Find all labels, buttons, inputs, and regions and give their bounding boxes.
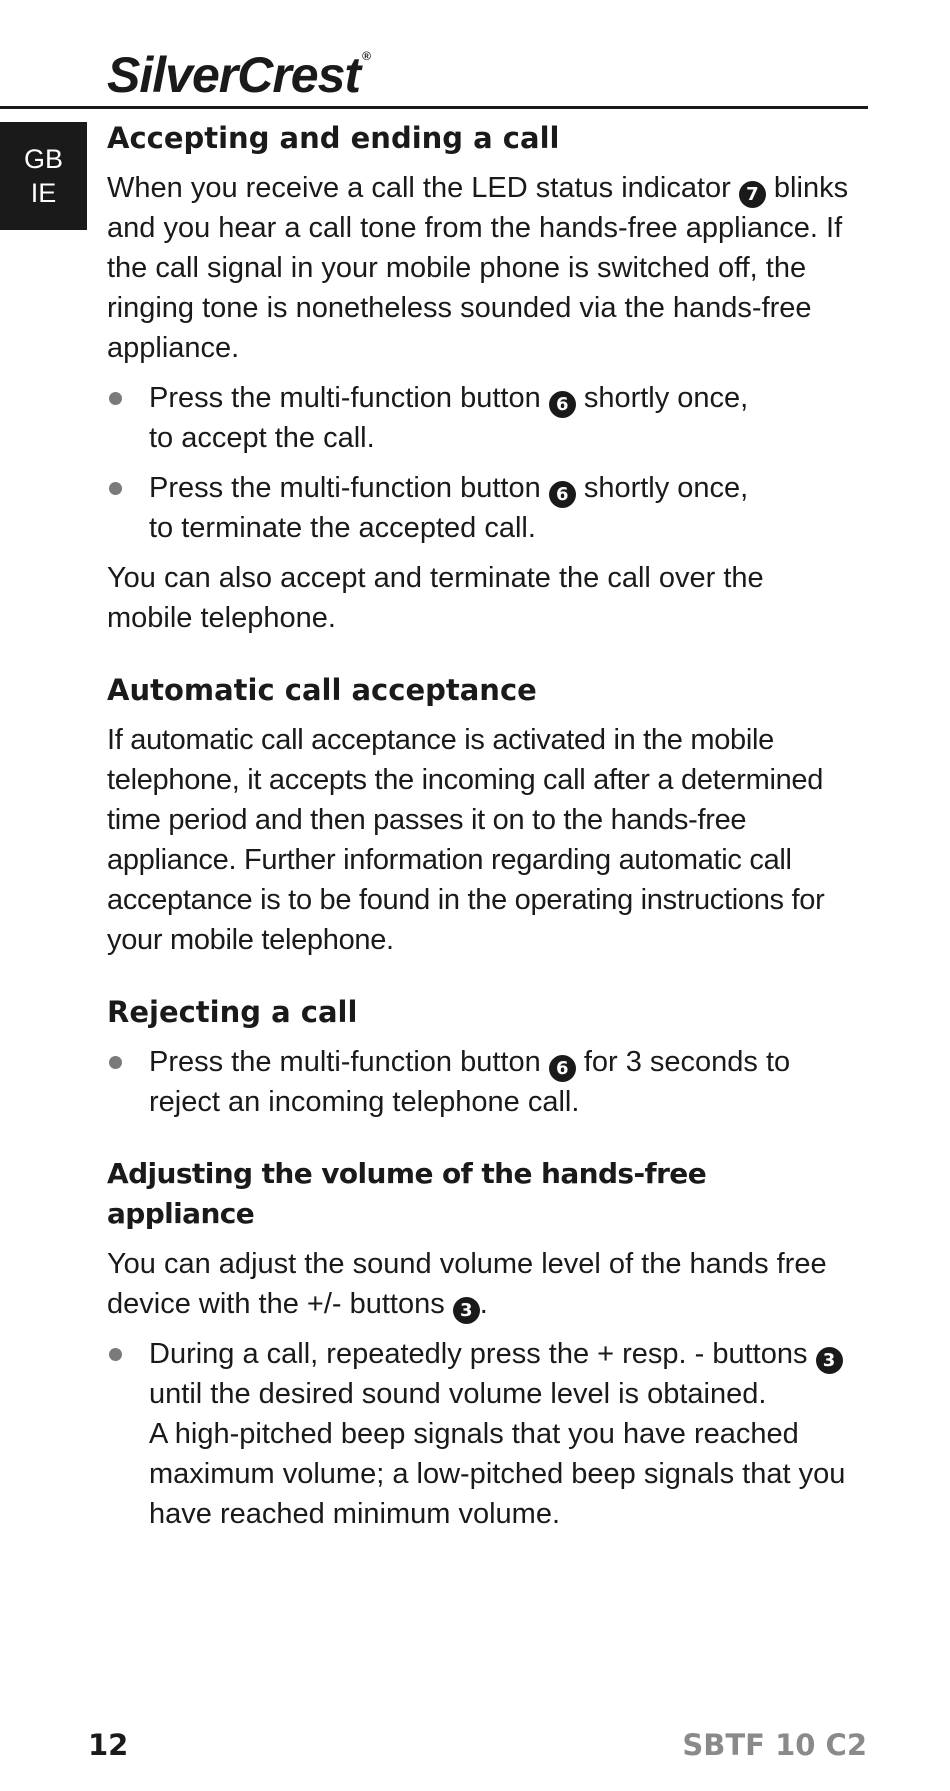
language-code-gb: GB <box>23 144 63 174</box>
heading-accepting: Accepting and ending a call <box>107 121 560 155</box>
header-divider <box>0 106 868 109</box>
language-code-ie: IE <box>30 178 57 208</box>
bullet-icon <box>109 1348 122 1361</box>
bullet-icon <box>109 1056 122 1069</box>
ref-number-6-icon: 6 <box>549 1055 576 1082</box>
brand-registered: ® <box>362 49 370 63</box>
list-item: Press the multi-function button 6 for 3 seconds to reject an incoming telephone call. <box>107 1042 852 1122</box>
heading-volume: Adjusting the volume of the hands-free appliance <box>107 1157 707 1230</box>
accepting-intro: When you receive a call the LED status indicator 7 blinks and you hear a call tone from the hands-free appliance. If the call signal in your mobile phone is switched off, the ringing tone is nonetheless sounded via the hands-free appliance. <box>107 172 849 364</box>
page-number: 12 <box>88 1728 129 1762</box>
bullet-icon <box>109 392 122 405</box>
volume-body: You can adjust the sound volume level of the hands free device with the +/- buttons 3 . <box>107 1244 852 1324</box>
section-volume <box>107 1154 852 1534</box>
ref-number-3-icon: 3 <box>453 1297 480 1324</box>
page-content <box>107 118 852 1534</box>
list-item: Press the multi-function button 6 shortly once, to terminate the accepted call. <box>107 468 852 548</box>
ref-number-3-icon: 3 <box>816 1347 843 1374</box>
volume-steps <box>107 1334 852 1534</box>
accepting-steps <box>107 378 852 548</box>
brand-silver: Silver <box>107 47 238 103</box>
automatic-body: If automatic call acceptance is activated in the mobile telephone, it accepts the incoming call after a determined time period and then passes it on to the hands-free appliance. Further information regarding automatic call acceptance is to be found in the operating instructions for your mobile telephone. <box>107 724 825 956</box>
ref-number-6-icon: 6 <box>549 391 576 418</box>
heading-automatic: Automatic call acceptance <box>107 673 537 707</box>
ref-number-7-icon: 7 <box>739 181 766 208</box>
rejecting-steps <box>107 1042 852 1122</box>
list-item: Press the multi-function button 6 shortly once, to accept the call. <box>107 378 852 458</box>
section-rejecting <box>107 992 852 1122</box>
section-automatic <box>107 670 852 960</box>
language-tab <box>0 122 87 230</box>
model-number: SBTF 10 C2 <box>682 1728 867 1762</box>
brand-crest: Crest <box>237 47 361 103</box>
accepting-outro: You can also accept and terminate the call over the mobile telephone. <box>107 562 764 634</box>
list-item: During a call, repeatedly press the + resp. - buttons 3 until the desired sound volume level is obtained. A high-pitched beep signals that you have reached maximum volume; a low-pitched beep signals that you have reached minimum volume. <box>107 1334 852 1534</box>
bullet-icon <box>109 482 122 495</box>
heading-rejecting: Rejecting a call <box>107 995 358 1029</box>
brand-logo <box>107 47 370 103</box>
section-accepting <box>107 118 852 638</box>
ref-number-6-icon: 6 <box>549 481 576 508</box>
